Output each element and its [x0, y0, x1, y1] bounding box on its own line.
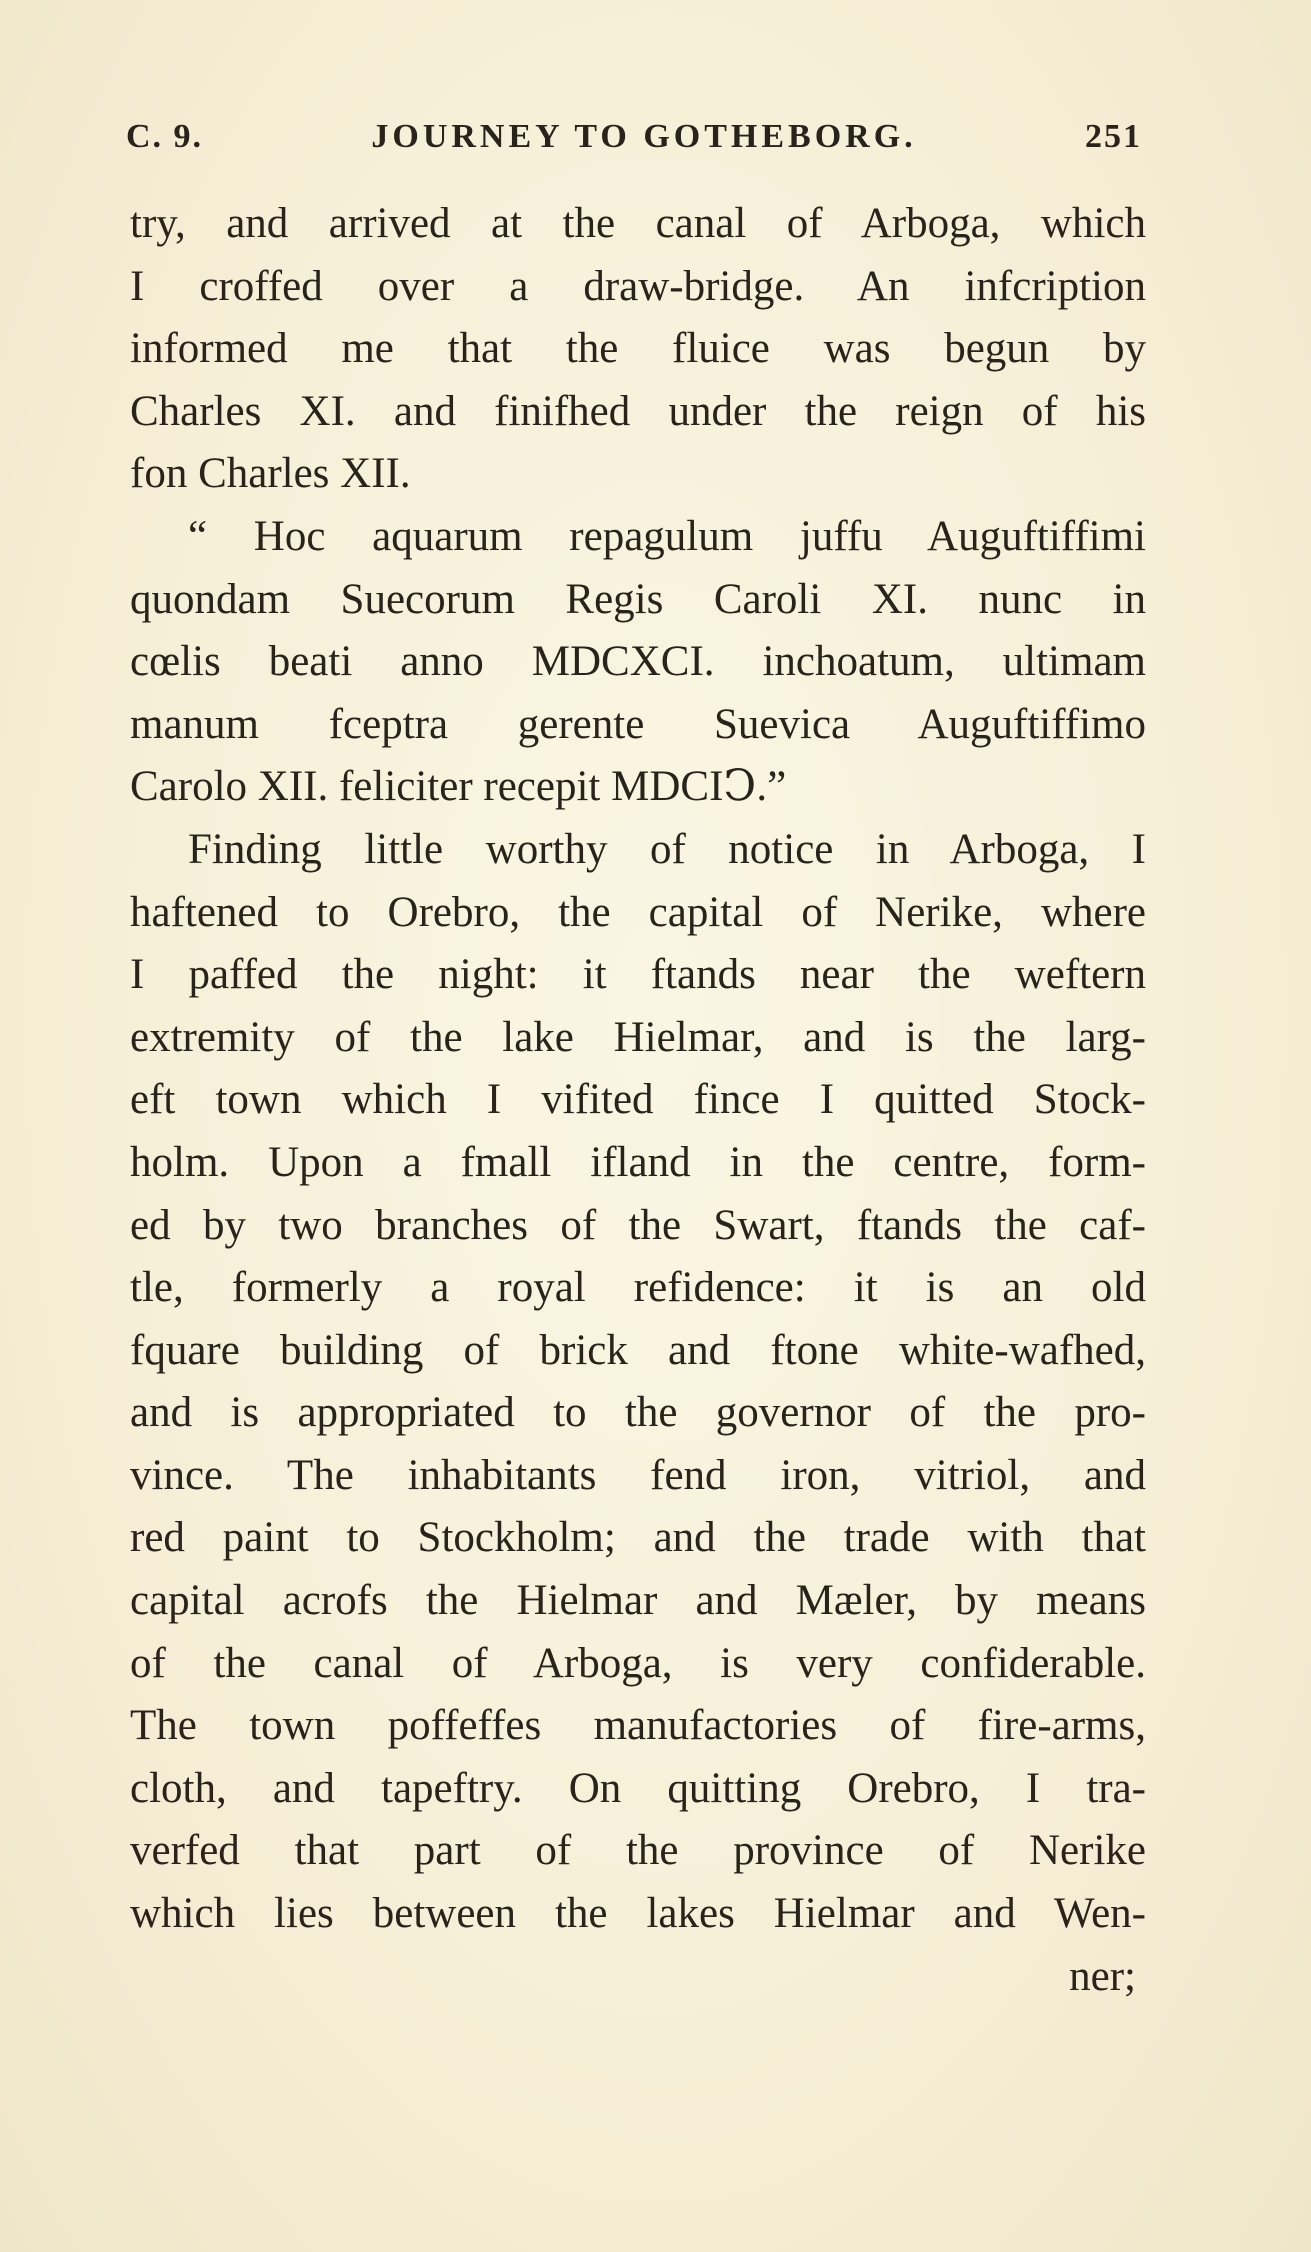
- text-line: which lies between the lakes Hielmar and Wen-: [130, 1890, 1146, 1938]
- text-line: cloth, and tapeftry. On quitting Orebro, I tra-: [130, 1764, 1146, 1812]
- body-text: [130, 193, 1146, 2008]
- text-line: I croffed over a draw-bridge. An infcription: [130, 262, 1146, 310]
- text-line: haftened to Orebro, the capital of Nerike, where: [130, 888, 1146, 936]
- text-line: and is appropriated to the governor of the pro-: [130, 1389, 1146, 1437]
- text-line: cœlis beati anno MDCXCI. inchoatum, ultimam: [130, 638, 1146, 686]
- text-line: tle, formerly a royal refidence: it is an old: [130, 1264, 1146, 1312]
- text-line: red paint to Stockholm; and the trade with that: [130, 1514, 1146, 1562]
- text-line: vince. The inhabitants fend iron, vitriol, and: [130, 1451, 1146, 1499]
- text-line: fon Charles XII.: [130, 450, 411, 498]
- text-line: “ Hoc aquarum repagulum juffu Auguftiffimi: [188, 512, 1146, 560]
- text-line: extremity of the lake Hielmar, and is the larg-: [130, 1013, 1146, 1061]
- chapter-marker: C. 9.: [126, 118, 204, 155]
- text-line: Finding little worthy of notice in Arboga, I: [188, 825, 1146, 873]
- running-title: JOURNEY TO GOTHEBORG.: [371, 118, 917, 155]
- text-line: informed me that the fluice was begun by: [130, 325, 1146, 373]
- text-line: of the canal of Arboga, is very confiderable.: [130, 1639, 1146, 1687]
- text-line: quondam Suecorum Regis Caroli XI. nunc in: [130, 575, 1146, 623]
- text-line: capital acrofs the Hielmar and Mæler, by means: [130, 1577, 1146, 1625]
- text-line: fquare building of brick and ftone white-wafhed,: [130, 1326, 1146, 1374]
- text-line: try, and arrived at the canal of Arboga, which: [130, 200, 1146, 247]
- text-line: manum fceptra gerente Suevica Auguftiffimo: [130, 700, 1146, 748]
- text-line: eft town which I vifited fince I quitted Stock-: [130, 1076, 1146, 1124]
- page-number: 251: [1084, 118, 1142, 155]
- text-line: I paffed the night: it ftands near the weftern: [130, 951, 1146, 999]
- text-line: Carolo XII. feliciter recepit MDCIↃ.”: [130, 763, 787, 811]
- text-line: verfed that part of the province of Nerike: [130, 1827, 1146, 1875]
- text-line: Charles XI. and finifhed under the reign of his: [130, 387, 1146, 435]
- text-line: The town poffeffes manufactories of fire-arms,: [130, 1702, 1146, 1750]
- running-head: [126, 118, 1142, 170]
- catchword: ner;: [1069, 1952, 1136, 2000]
- text-line: ed by two branches of the Swart, ftands the caf-: [130, 1201, 1146, 1249]
- text-line: holm. Upon a fmall ifland in the centre, form-: [130, 1138, 1146, 1186]
